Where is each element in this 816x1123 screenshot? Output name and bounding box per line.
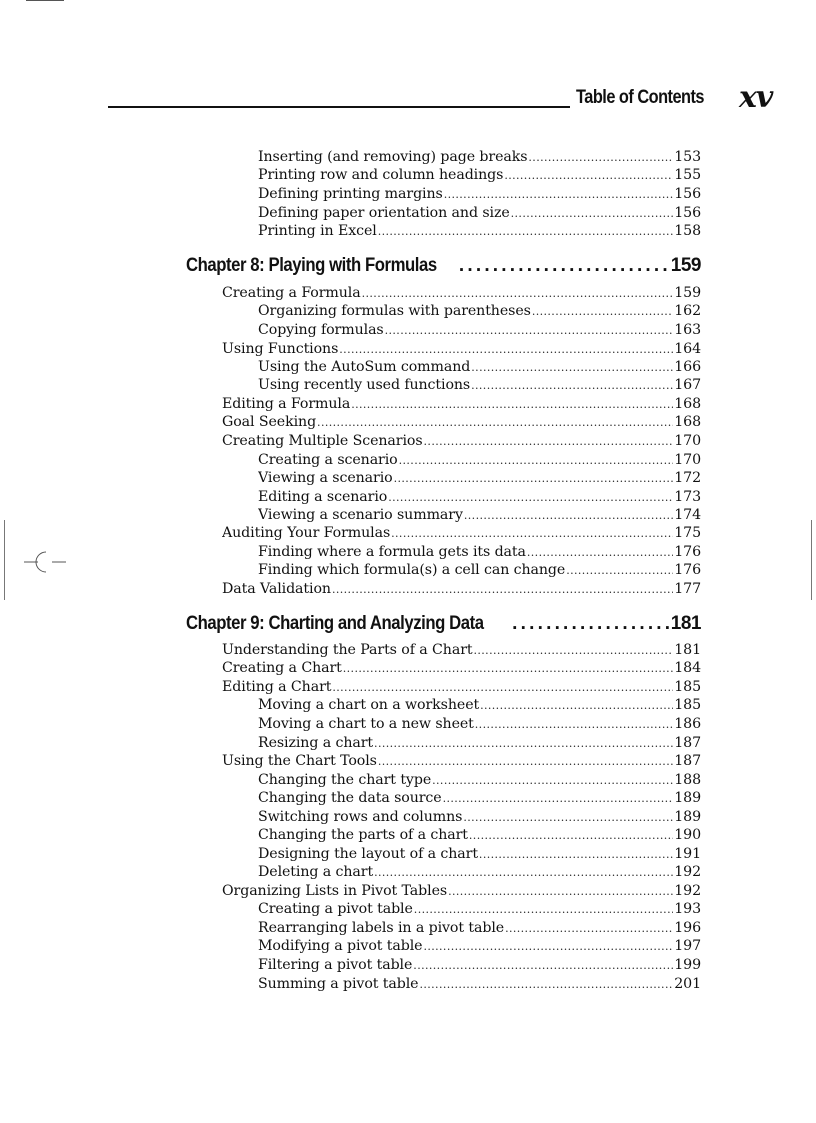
toc-dot-leader bbox=[459, 254, 671, 278]
toc-subsection-entry bbox=[258, 506, 701, 525]
toc-section-entry bbox=[222, 641, 701, 660]
toc-entry-title: Changing the data source bbox=[258, 790, 442, 806]
toc-dot-leader bbox=[378, 753, 673, 771]
toc-page-number: 172 bbox=[674, 470, 701, 486]
toc-page-number: 187 bbox=[674, 753, 701, 769]
running-header bbox=[108, 80, 778, 115]
toc-dot-leader bbox=[475, 716, 673, 734]
toc-dot-leader bbox=[469, 827, 673, 845]
toc-entry-title: Rearranging labels in a pivot table bbox=[258, 920, 505, 936]
toc-dot-leader bbox=[332, 679, 673, 697]
toc-page-number: 153 bbox=[674, 149, 701, 165]
toc-dot-leader bbox=[317, 414, 673, 432]
toc-section-entry bbox=[222, 659, 701, 678]
toc-dot-leader bbox=[374, 864, 673, 882]
toc-subsection-entry bbox=[258, 204, 701, 223]
toc-page-number: 164 bbox=[674, 341, 701, 357]
toc-dot-leader bbox=[419, 976, 673, 994]
toc-entry-title: Auditing Your Formulas bbox=[222, 525, 391, 541]
toc-dot-leader bbox=[471, 377, 673, 395]
toc-page-number: 170 bbox=[674, 433, 701, 449]
toc-page-number: 155 bbox=[674, 167, 701, 183]
toc-page-number: 168 bbox=[674, 414, 701, 430]
toc-section-entry bbox=[222, 284, 701, 303]
toc-page-number: 168 bbox=[674, 396, 701, 412]
toc-dot-leader bbox=[385, 322, 674, 340]
toc-dot-leader bbox=[394, 470, 674, 488]
toc-chapter-heading bbox=[186, 612, 701, 636]
toc-page-number: 197 bbox=[674, 938, 701, 954]
toc-subsection-entry bbox=[258, 734, 701, 753]
toc-subsection-entry bbox=[258, 696, 701, 715]
toc-page-number: 156 bbox=[674, 205, 701, 221]
toc-entry-title: Using the Chart Tools bbox=[222, 753, 377, 769]
toc-subsection-entry bbox=[258, 826, 701, 845]
toc-subsection-entry bbox=[258, 808, 701, 827]
toc-section-entry bbox=[222, 340, 701, 359]
toc-dot-leader bbox=[343, 660, 673, 678]
toc-section-entry bbox=[222, 524, 701, 543]
toc-dot-leader bbox=[444, 186, 674, 204]
toc-dot-leader bbox=[374, 735, 673, 753]
toc-entry-title: Using Functions bbox=[222, 341, 339, 357]
toc-entry-title: Chapter 9: Charting and Analyzing Data bbox=[186, 613, 484, 634]
toc-page-number: 163 bbox=[674, 322, 701, 338]
toc-subsection-entry bbox=[258, 956, 701, 975]
toc-entry-title: Changing the parts of a chart bbox=[258, 827, 468, 843]
toc-page-number: 166 bbox=[674, 359, 701, 375]
toc-entry-title: Data Validation bbox=[222, 581, 331, 597]
toc-page-number: 189 bbox=[674, 809, 701, 825]
toc-subsection-entry bbox=[258, 845, 701, 864]
toc-dot-leader bbox=[504, 167, 673, 185]
toc-section-entry bbox=[222, 580, 701, 599]
toc-dot-leader bbox=[532, 303, 673, 321]
toc-entry-title: Moving a chart on a worksheet bbox=[258, 697, 480, 713]
toc-entry-title: Chapter 8: Playing with Formulas bbox=[186, 255, 437, 276]
crop-mark-left bbox=[4, 520, 5, 600]
toc-dot-leader bbox=[471, 359, 673, 377]
toc-section-entry bbox=[222, 678, 701, 697]
toc-dot-leader bbox=[414, 901, 673, 919]
toc-dot-leader bbox=[332, 581, 673, 599]
toc-page-number: 192 bbox=[674, 864, 701, 880]
toc-page-number: 167 bbox=[674, 377, 701, 393]
toc-page-number: 173 bbox=[674, 489, 701, 505]
toc-entry-title: Using recently used functions bbox=[258, 377, 471, 393]
toc-page-number: 186 bbox=[674, 716, 701, 732]
toc-page-number: 199 bbox=[674, 957, 701, 973]
toc-dot-leader bbox=[448, 883, 673, 901]
toc-dot-leader bbox=[511, 205, 674, 223]
toc-dot-leader bbox=[527, 544, 673, 562]
toc-entry-title: Editing a scenario bbox=[258, 489, 388, 505]
toc-page-number: 192 bbox=[674, 883, 701, 899]
toc-dot-leader bbox=[339, 341, 673, 359]
toc-dot-leader bbox=[479, 846, 673, 864]
toc-subsection-entry bbox=[258, 222, 701, 241]
toc-section-entry bbox=[222, 413, 701, 432]
toc-dot-leader bbox=[432, 772, 673, 790]
toc-entry-title: Goal Seeking bbox=[222, 414, 317, 430]
toc-subsection-entry bbox=[258, 469, 701, 488]
toc-entry-title: Inserting (and removing) page breaks bbox=[258, 149, 528, 165]
toc-entry-title: Printing row and column headings bbox=[258, 167, 504, 183]
toc-entry-title: Printing in Excel bbox=[258, 223, 377, 239]
toc-page-number: 184 bbox=[674, 660, 701, 676]
toc-entry-title: Viewing a scenario summary bbox=[258, 507, 463, 523]
toc-page-number: 187 bbox=[674, 735, 701, 751]
toc-entry-title: Filtering a pivot table bbox=[258, 957, 413, 973]
toc-page-number: 201 bbox=[674, 976, 701, 992]
toc-section-entry bbox=[222, 882, 701, 901]
running-header-title: Table of Contents bbox=[576, 87, 705, 108]
registration-mark-icon bbox=[24, 548, 66, 576]
toc-page-number: 159 bbox=[674, 285, 701, 301]
toc-page-number: 193 bbox=[674, 901, 701, 917]
toc-entry-title: Defining printing margins bbox=[258, 186, 443, 202]
toc-subsection-entry bbox=[258, 937, 701, 956]
toc-subsection-entry bbox=[258, 863, 701, 882]
toc-entry-title: Editing a Formula bbox=[222, 396, 351, 412]
toc-dot-leader bbox=[505, 920, 673, 938]
toc-entry-title: Creating a Formula bbox=[222, 285, 361, 301]
toc-subsection-entry bbox=[258, 975, 701, 994]
toc-page-number: 177 bbox=[674, 581, 701, 597]
toc-entry-title: Using the AutoSum command bbox=[258, 359, 471, 375]
toc-page-number: 158 bbox=[674, 223, 701, 239]
toc-entry-title: Editing a Chart bbox=[222, 679, 332, 695]
toc-dot-leader bbox=[399, 452, 674, 470]
toc-entry-title: Creating a scenario bbox=[258, 452, 398, 468]
toc-entry-title: Viewing a scenario bbox=[258, 470, 393, 486]
toc-dot-leader bbox=[463, 809, 673, 827]
toc-entry-title: Changing the chart type bbox=[258, 772, 432, 788]
toc-dot-leader bbox=[480, 697, 673, 715]
toc-entry-title: Deleting a chart bbox=[258, 864, 374, 880]
toc-dot-leader bbox=[512, 612, 671, 636]
toc-entry-title: Creating a pivot table bbox=[258, 901, 413, 917]
toc-subsection-entry bbox=[258, 561, 701, 580]
toc-subsection-entry bbox=[258, 148, 701, 167]
toc-dot-leader bbox=[391, 525, 673, 543]
toc-entry-title: Resizing a chart bbox=[258, 735, 374, 751]
toc-dot-leader bbox=[566, 562, 673, 580]
toc-entry-title: Designing the layout of a chart bbox=[258, 846, 478, 862]
toc-dot-leader bbox=[424, 433, 674, 451]
toc-page-number: 162 bbox=[674, 303, 701, 319]
toc-subsection-entry bbox=[258, 900, 701, 919]
crop-mark-right bbox=[811, 520, 812, 600]
toc-dot-leader bbox=[378, 223, 674, 241]
toc-page-number: 191 bbox=[674, 846, 701, 862]
toc-page-number: 181 bbox=[670, 613, 701, 634]
toc-subsection-entry bbox=[258, 376, 701, 395]
toc-dot-leader bbox=[362, 285, 674, 303]
header-rule bbox=[108, 106, 570, 108]
toc-section-entry bbox=[222, 752, 701, 771]
toc-page-number: 176 bbox=[674, 544, 701, 560]
toc-dot-leader bbox=[473, 642, 673, 660]
toc-subsection-entry bbox=[258, 543, 701, 562]
toc-entry-title: Creating Multiple Scenarios bbox=[222, 433, 423, 449]
toc-subsection-entry bbox=[258, 488, 701, 507]
toc-chapter-heading bbox=[186, 254, 701, 278]
toc-page-number: 188 bbox=[674, 772, 701, 788]
toc-entry-title: Copying formulas bbox=[258, 322, 384, 338]
page-folio: xv bbox=[739, 80, 773, 115]
toc-page-number: 190 bbox=[674, 827, 701, 843]
toc-page-number: 159 bbox=[670, 255, 701, 276]
toc-dot-leader bbox=[464, 507, 673, 525]
toc-page-number: 196 bbox=[674, 920, 701, 936]
toc-entry-title: Switching rows and columns bbox=[258, 809, 463, 825]
toc-entry-title: Creating a Chart bbox=[222, 660, 342, 676]
toc-subsection-entry bbox=[258, 451, 701, 470]
toc-dot-leader bbox=[351, 396, 673, 414]
toc-entry-title: Defining paper orientation and size bbox=[258, 205, 510, 221]
toc-subsection-entry bbox=[258, 185, 701, 204]
toc-entry-title: Moving a chart to a new sheet bbox=[258, 716, 474, 732]
toc-entry-title: Modifying a pivot table bbox=[258, 938, 423, 954]
toc-dot-leader bbox=[423, 938, 673, 956]
toc-subsection-entry bbox=[258, 302, 701, 321]
toc-entry-title: Understanding the Parts of a Chart bbox=[222, 642, 473, 658]
toc-entry-title: Finding where a formula gets its data bbox=[258, 544, 526, 560]
toc-section-entry bbox=[222, 395, 701, 414]
toc-dot-leader bbox=[388, 489, 673, 507]
toc-entry-title: Summing a pivot table bbox=[258, 976, 419, 992]
toc-subsection-entry bbox=[258, 789, 701, 808]
toc-page-number: 176 bbox=[674, 562, 701, 578]
toc-subsection-entry bbox=[258, 715, 701, 734]
toc-dot-leader bbox=[528, 149, 673, 167]
toc-subsection-entry bbox=[258, 166, 701, 185]
toc-page-number: 175 bbox=[674, 525, 701, 541]
toc-subsection-entry bbox=[258, 358, 701, 377]
toc-dot-leader bbox=[443, 790, 674, 808]
toc-page-number: 185 bbox=[674, 697, 701, 713]
toc-section-entry bbox=[222, 432, 701, 451]
toc-page-number: 181 bbox=[674, 642, 701, 658]
toc-entry-title: Organizing Lists in Pivot Tables bbox=[222, 883, 448, 899]
toc-page-number: 185 bbox=[674, 679, 701, 695]
toc-page-number: 170 bbox=[674, 452, 701, 468]
toc-entry-title: Organizing formulas with parentheses bbox=[258, 303, 531, 319]
toc-subsection-entry bbox=[258, 919, 701, 938]
toc-entry-title: Finding which formula(s) a cell can change bbox=[258, 562, 566, 578]
toc-page-number: 174 bbox=[674, 507, 701, 523]
crop-mark-top bbox=[26, 0, 64, 1]
toc-page-number: 189 bbox=[674, 790, 701, 806]
toc-subsection-entry bbox=[258, 771, 701, 790]
toc-dot-leader bbox=[413, 957, 673, 975]
toc-subsection-entry bbox=[258, 321, 701, 340]
toc-page-number: 156 bbox=[674, 186, 701, 202]
